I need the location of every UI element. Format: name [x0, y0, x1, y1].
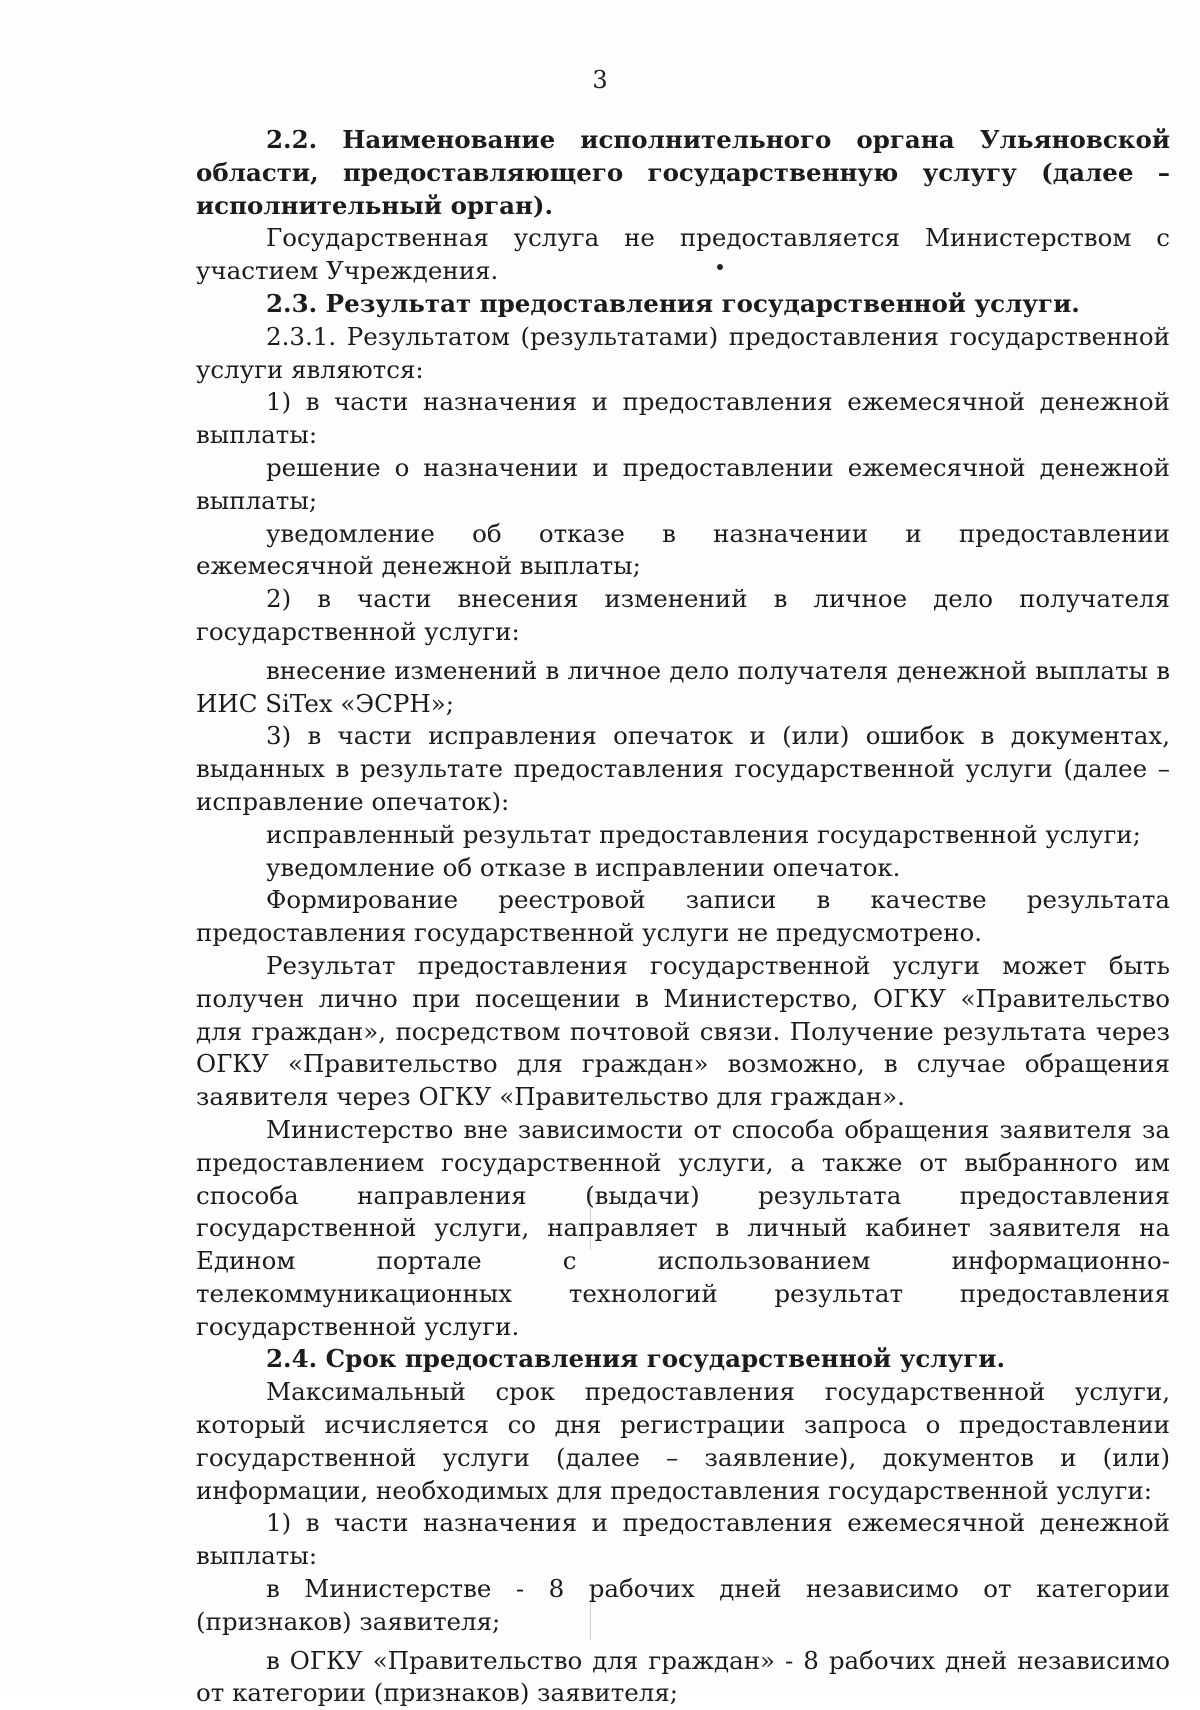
- paragraph: 2.3.1. Результатом (результатами) предоставления государственной услуги являются:: [196, 321, 1170, 384]
- paragraph: в ОГКУ «Правительство для граждан» - 8 рабочих дней независимо от категории (признаков) заявителя;: [196, 1645, 1170, 1708]
- paragraph: внесение изменений в личное дело получателя денежной выплаты в ИИС SiTex «ЭСРН»;: [196, 655, 1170, 718]
- paragraph: Результат предоставления государственной услуги может быть получен лично при посещении в Министерство, ОГКУ «Правительство для граждан», посредством почтовой связи. Получение результата через ОГКУ «Правительство для граждан» возможно, в случае обращения заявителя через ОГКУ «Правительство для граждан».: [196, 950, 1170, 1112]
- list-item-2: 2) в части внесения изменений в личное дело получателя государственной услуги:: [196, 584, 1170, 646]
- paragraph: решение о назначении и предоставлении ежемесячной денежной выплаты;: [196, 452, 1170, 515]
- paragraph: Государственная услуга не предоставляется Министерством с участием Учреждения.: [196, 223, 1170, 286]
- heading-2-3: 2.3. Результат предоставления государственной услуги.: [266, 288, 1080, 318]
- paragraph: Министерство вне зависимости от способа обращения заявителя за предоставлением государственной услуги, а также от выбранного им способа направления (выдачи) результата предоставления государственной услуги, направляет в личный кабинет заявителя на Едином портале с использованием информационно-телекоммуникационных технологий результат предоставления государственной услуги.: [196, 1114, 1170, 1341]
- paragraph: уведомление об отказе в исправлении опечаток.: [266, 852, 901, 882]
- list-item-1: 1) в части назначения и предоставления ежемесячной денежной выплаты:: [196, 1508, 1170, 1571]
- list-item-3: 3) в части исправления опечаток и (или) ошибок в документах, выданных в результате предоставления государственной услуги (далее – исправление опечаток):: [196, 721, 1170, 816]
- paragraph: Максимальный срок предоставления государственной услуги, который исчисляется со дня регистрации запроса о предоставлении государственной услуги (далее – заявление), документов и (или) информации, необходимых для предоставления государственной услуги:: [196, 1377, 1170, 1505]
- document-body: [196, 124, 1170, 1710]
- list-item-1: 1) в части назначения и предоставления ежемесячной денежной выплаты:: [196, 387, 1170, 450]
- heading-2-4: 2.4. Срок предоставления государственной услуги.: [266, 1344, 1005, 1374]
- paragraph: исправленный результат предоставления государственной услуги;: [266, 819, 1141, 849]
- heading-2-2: 2.2. Наименование исполнительного органа Ульяновской области, предоставляющего государственную услугу (далее – исполнительный орган).: [196, 125, 1170, 220]
- paragraph: в Министерстве - 8 рабочих дней независимо от категории (признаков) заявителя;: [196, 1574, 1170, 1636]
- paragraph: уведомление об отказе в назначении и предоставлении ежемесячной денежной выплаты;: [196, 518, 1170, 581]
- page-number: 3: [592, 66, 608, 94]
- paragraph: Формирование реестровой записи в качестве результата предоставления государственной услуги не предусмотрено.: [196, 885, 1170, 948]
